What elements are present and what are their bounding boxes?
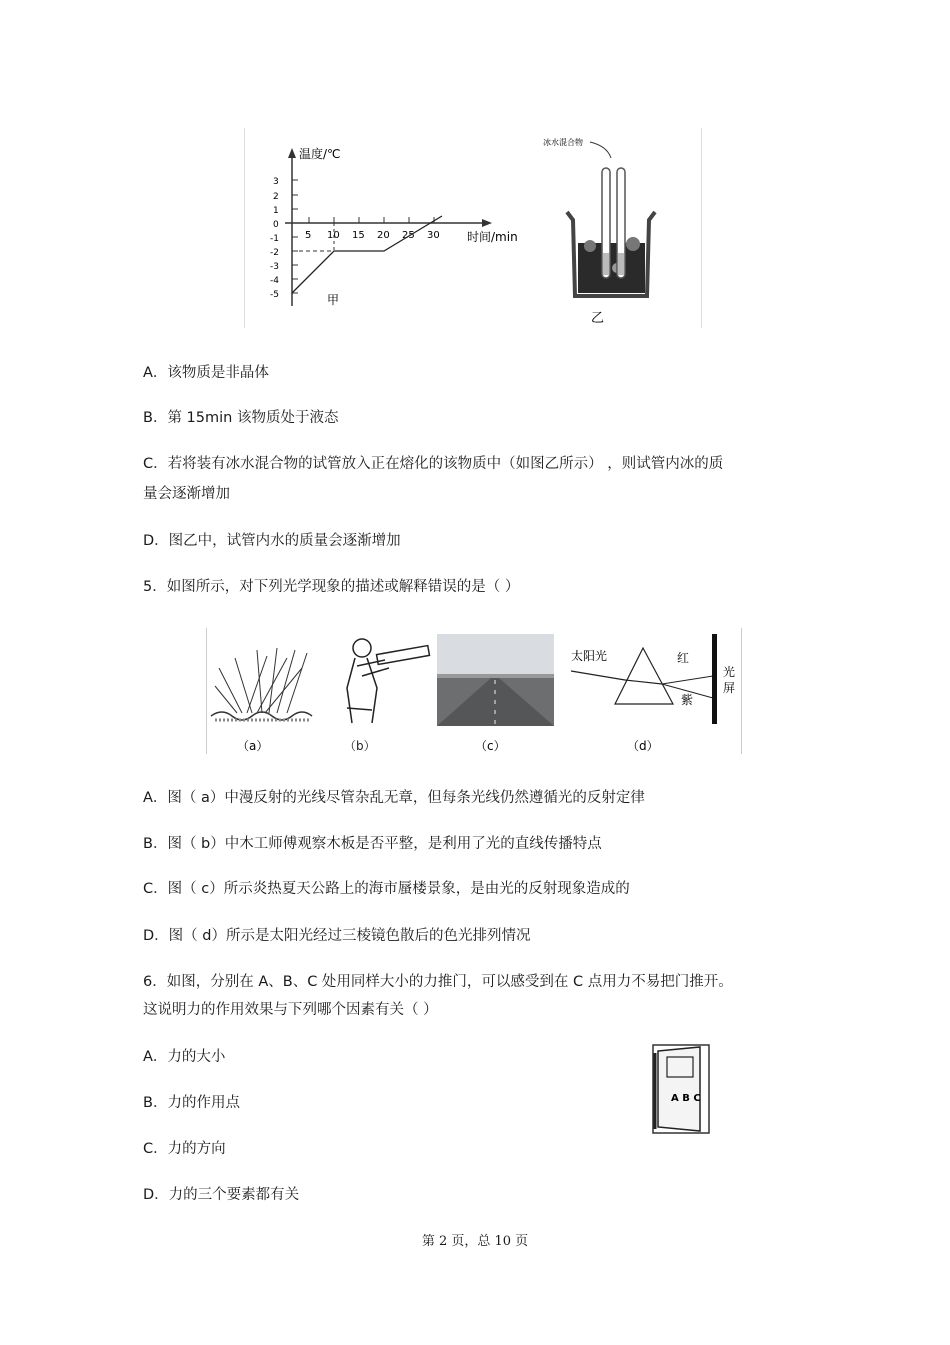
mixture-label: 冰水混合物 — [543, 138, 583, 147]
q6-stem-line2: 这说明力的作用效果与下列哪个因素有关（ ） — [143, 1002, 438, 1018]
optics-figure-svg — [207, 628, 741, 754]
q5-option-c: C．图（ c）所示炎热夏天公路上的海市蜃楼景象，是由光的反射现象造成的 — [143, 881, 630, 897]
figure-label-a: （a） — [237, 739, 269, 753]
x-axis-arrow-icon — [482, 219, 492, 227]
figure-label-c: （c） — [475, 739, 506, 753]
q6-option-a: A．力的大小 — [143, 1049, 226, 1065]
x-axis-label: 时间/min — [467, 230, 518, 244]
y-tick-label: 3 — [273, 177, 279, 187]
y-tick-label: -1 — [270, 234, 279, 244]
violet-label: 紫 — [681, 693, 694, 707]
optics-figure — [206, 628, 742, 754]
y-tick-label: -5 — [270, 290, 279, 300]
q5-option-a: A．图（ a）中漫反射的光线尽管杂乱无章，但每条光线仍然遵循光的反射定律 — [143, 790, 645, 806]
y-tick-label: 2 — [273, 192, 279, 202]
q6-option-c: C．力的方向 — [143, 1141, 226, 1157]
y-ticks — [270, 177, 298, 300]
beaker-apparatus — [543, 137, 655, 326]
melting-figure-svg — [245, 128, 701, 328]
road-mirage-photo — [437, 634, 554, 753]
melting-figure — [244, 128, 702, 328]
door-figure-svg — [650, 1043, 712, 1135]
sunlight-label: 太阳光 — [571, 649, 608, 663]
screen-label-2: 屏 — [723, 681, 736, 695]
door-panel — [658, 1047, 700, 1131]
q6-option-b: B．力的作用点 — [143, 1095, 240, 1111]
figure-label-b: （b） — [344, 739, 376, 753]
y-tick-label: 1 — [273, 206, 279, 216]
q6-stem-line1: 6．如图，分别在 A、B、C 处用同样大小的力推门，可以感受到在 C 点用力不易把门推开。 — [143, 974, 733, 990]
light-screen — [712, 634, 717, 724]
figure-label-d: （d） — [627, 739, 659, 753]
q5-option-b: B．图（ b）中木工师傅观察木板是否平整，是利用了光的直线传播特点 — [143, 836, 602, 852]
q5-option-d: D．图（ d）所示是太阳光经过三棱镜色散后的色光排列情况 — [143, 928, 531, 944]
door-figure — [650, 1043, 712, 1135]
melting-curve — [292, 216, 442, 293]
y-tick-label: 0 — [273, 220, 279, 230]
x-tick-label: 10 — [327, 230, 340, 241]
y-axis-arrow-icon — [288, 148, 296, 158]
q4-option-c: C．若将装有冰水混合物的试管放入正在熔化的该物质中（如图乙所示） ，则试管内冰的质 — [143, 456, 724, 472]
x-tick-label: 25 — [402, 230, 415, 241]
x-tick-label: 5 — [305, 230, 312, 241]
figure-caption-a: 甲 — [327, 293, 340, 307]
q4-option-a: A．该物质是非晶体 — [143, 365, 269, 381]
prism-diagram — [571, 634, 735, 753]
x-tick-label: 30 — [427, 230, 440, 241]
y-tick-label: -3 — [270, 262, 279, 272]
q5-stem: 5．如图所示，对下列光学现象的描述或解释错误的是（ ） — [143, 579, 520, 595]
figure-caption-b: 乙 — [591, 311, 605, 326]
y-tick-label: -4 — [270, 276, 279, 286]
q4-option-c-cont: 量会逐渐增加 — [143, 486, 230, 502]
x-tick-label: 15 — [352, 230, 365, 241]
q6-option-d: D．力的三个要素都有关 — [143, 1187, 300, 1203]
y-tick-label: -2 — [270, 248, 279, 258]
q4-option-d: D．图乙中，试管内水的质量会逐渐增加 — [143, 533, 401, 549]
x-tick-label: 20 — [377, 230, 390, 241]
door-points-label: A B C — [671, 1093, 701, 1104]
carpenter-diagram — [344, 639, 429, 753]
screen-label-1: 光 — [723, 665, 736, 679]
red-label: 红 — [677, 651, 690, 665]
y-axis-label: 温度/℃ — [299, 147, 341, 161]
diffuse-reflection-diagram — [211, 648, 312, 753]
page-footer: 第 2 页，总 10 页 — [421, 1234, 529, 1249]
q4-option-b: B．第 15min 该物质处于液态 — [143, 410, 339, 426]
